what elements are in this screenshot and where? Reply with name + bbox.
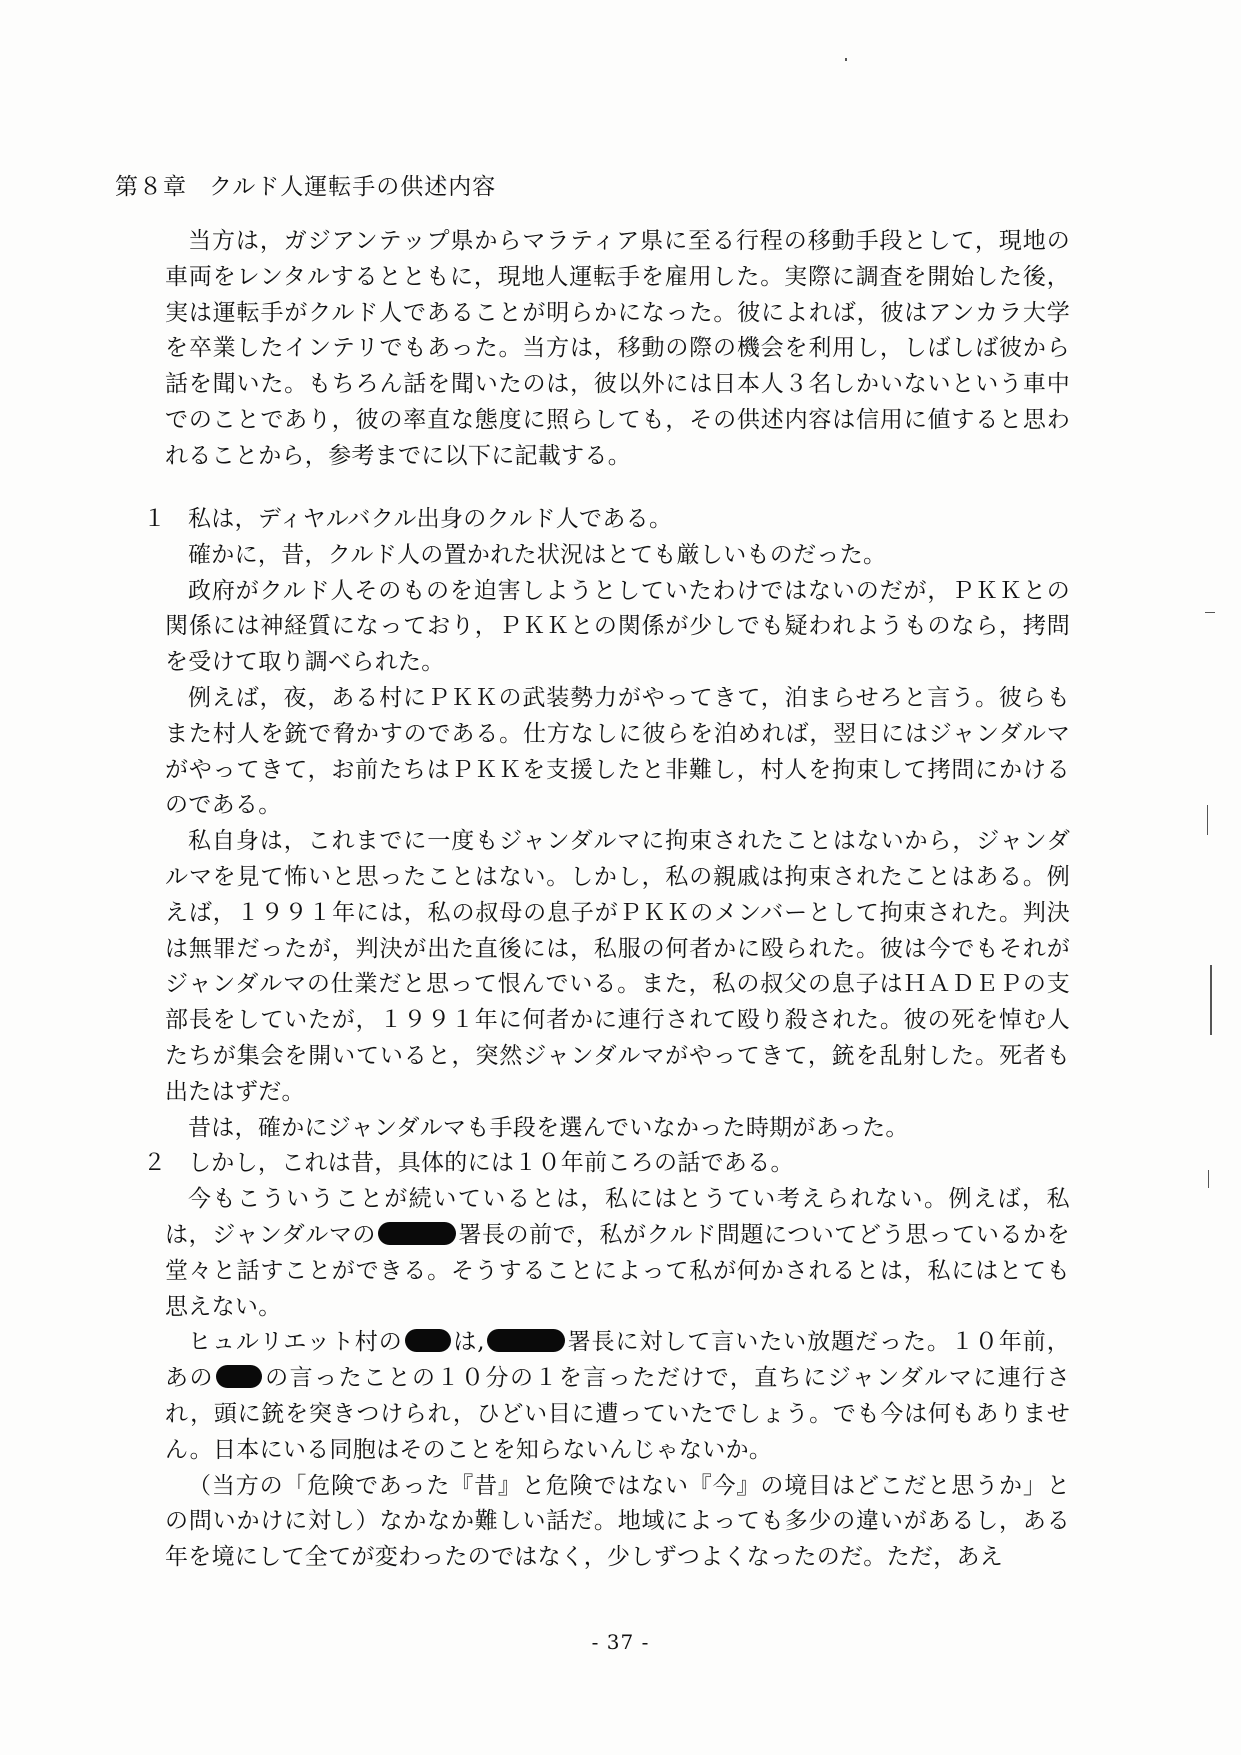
section-1-number: １ (143, 506, 167, 532)
scan-mark (1205, 612, 1215, 613)
section-2-number: ２ (143, 1150, 167, 1177)
redaction-mark (378, 1222, 456, 1245)
redaction-mark (405, 1329, 451, 1352)
chapter-number: 第８章 (115, 174, 187, 200)
intro-block (165, 224, 1070, 475)
redaction-mark (487, 1329, 565, 1352)
statement-body (143, 502, 1070, 1576)
section-2-first-line: ２ しかし，これは昔，具体的には１０年前ころの話である。 (165, 1146, 1070, 1182)
chapter-heading (115, 168, 496, 201)
section-2-paragraph: （当方の「危険であった『昔』と危険ではない『今』の境目はどこだと思うか」との問いかけに対し）なかなか難しい話だ。地域によっても多少の違いがあるし，ある年を境にして全てが変わったのではなく，少しずつよくなったのだ。ただ，あえ (165, 1472, 1070, 1571)
section-1-paragraph: 政府がクルド人そのものを迫害しようとしていたわけではないのだが，ＰＫＫとの関係には神経質になっており，ＰＫＫとの関係が少しでも疑われようものなら，拷問を受けて取り調べられた。 (165, 577, 1070, 676)
section-1-paragraph: 例えば，夜，ある村にＰＫＫの武装勢力がやってきて，泊まらせろと言う。彼らもまた村人を銃で脅かすのである。仕方なしに彼らを泊めれば，翌日にはジャンダルマがやってきて，お前たちはＰＫＫを支援したと非難し，村人を拘束して拷問にかけるのである。 (165, 684, 1070, 819)
scan-mark (1207, 805, 1208, 835)
redaction-mark (216, 1365, 262, 1388)
intro-paragraph: 当方は，ガジアンテップ県からマラティア県に至る行程の移動手段として，現地の車両をレンタルするとともに，現地人運転手を雇用した。実際に調査を開始した後，実は運転手がクルド人であることが明らかになった。彼によれば，彼はアンカラ大学を卒業したインテリでもあった。当方は，移動の際の機会を利用し，しばしば彼から話を聞いた。もちろん話を聞いたのは，彼以外には日本人３名しかいないという車中でのことであり，彼の率直な態度に照らしても，その供述内容は信用に値すると思われることから，参考までに以下に記載する。 (165, 228, 1070, 469)
section-2-paragraph: 今もこういうことが続いているとは，私にはとうてい考えられない。例えば，私は，ジャンダルマの 署長の前で，私がクルド問題についてどう思っているかを堂々と話すことができる。そうすることによって私が何かされるとは，私にはとても思えない。 (165, 1186, 1070, 1320)
section-1-first-line: １ 私は，ディヤルバクル出身のクルド人である。 (165, 502, 1070, 538)
page-number: - 37 - (591, 1630, 650, 1654)
scan-mark (1210, 965, 1212, 1035)
section-1-paragraph: 確かに，昔，クルド人の置かれた状況はとても厳しいものだった。 (188, 541, 887, 568)
chapter-title: クルド人運転手の供述内容 (209, 174, 497, 200)
scan-mark (845, 58, 847, 61)
section-1-paragraph: 昔は，確かにジャンダルマも手段を選んでいなかった時期があった。 (188, 1114, 909, 1141)
section-1-paragraph: 私自身は，これまでに一度もジャンダルマに拘束されたことはないから，ジャンダルマを見て怖いと思ったことはない。しかし，私の親戚は拘束されたことはある。例えば，１９９１年には，私の叔母の息子がＰＫＫのメンバーとして拘束された。判決は無罪だったが，判決が出た直後には，私服の何者かに殴られた。彼は今でもそれがジャンダルマの仕業だと思って恨んでいる。また，私の叔父の息子はＨＡＤＥＰの支部長をしていたが，１９９１年に何者かに連行されて殴り殺された。彼の死を悼む人たちが集会を開いていると，突然ジャンダルマがやってきて，銃を乱射した。死者も出たはずだ。 (165, 828, 1070, 1105)
section-2-paragraph: ヒュルリエット村の は, 署長に対して言いたい放題だった。１０年前，あの の言ったことの１０分の１を言っただけで，直ちにジャンダルマに連行され，頭に銃を突きつけられ，ひどい目に遭っていたでしょう。でも今は何もありません。日本にいる同胞はそのことを知らないんじゃないか。 (165, 1329, 1070, 1463)
scan-mark (1208, 1170, 1209, 1188)
